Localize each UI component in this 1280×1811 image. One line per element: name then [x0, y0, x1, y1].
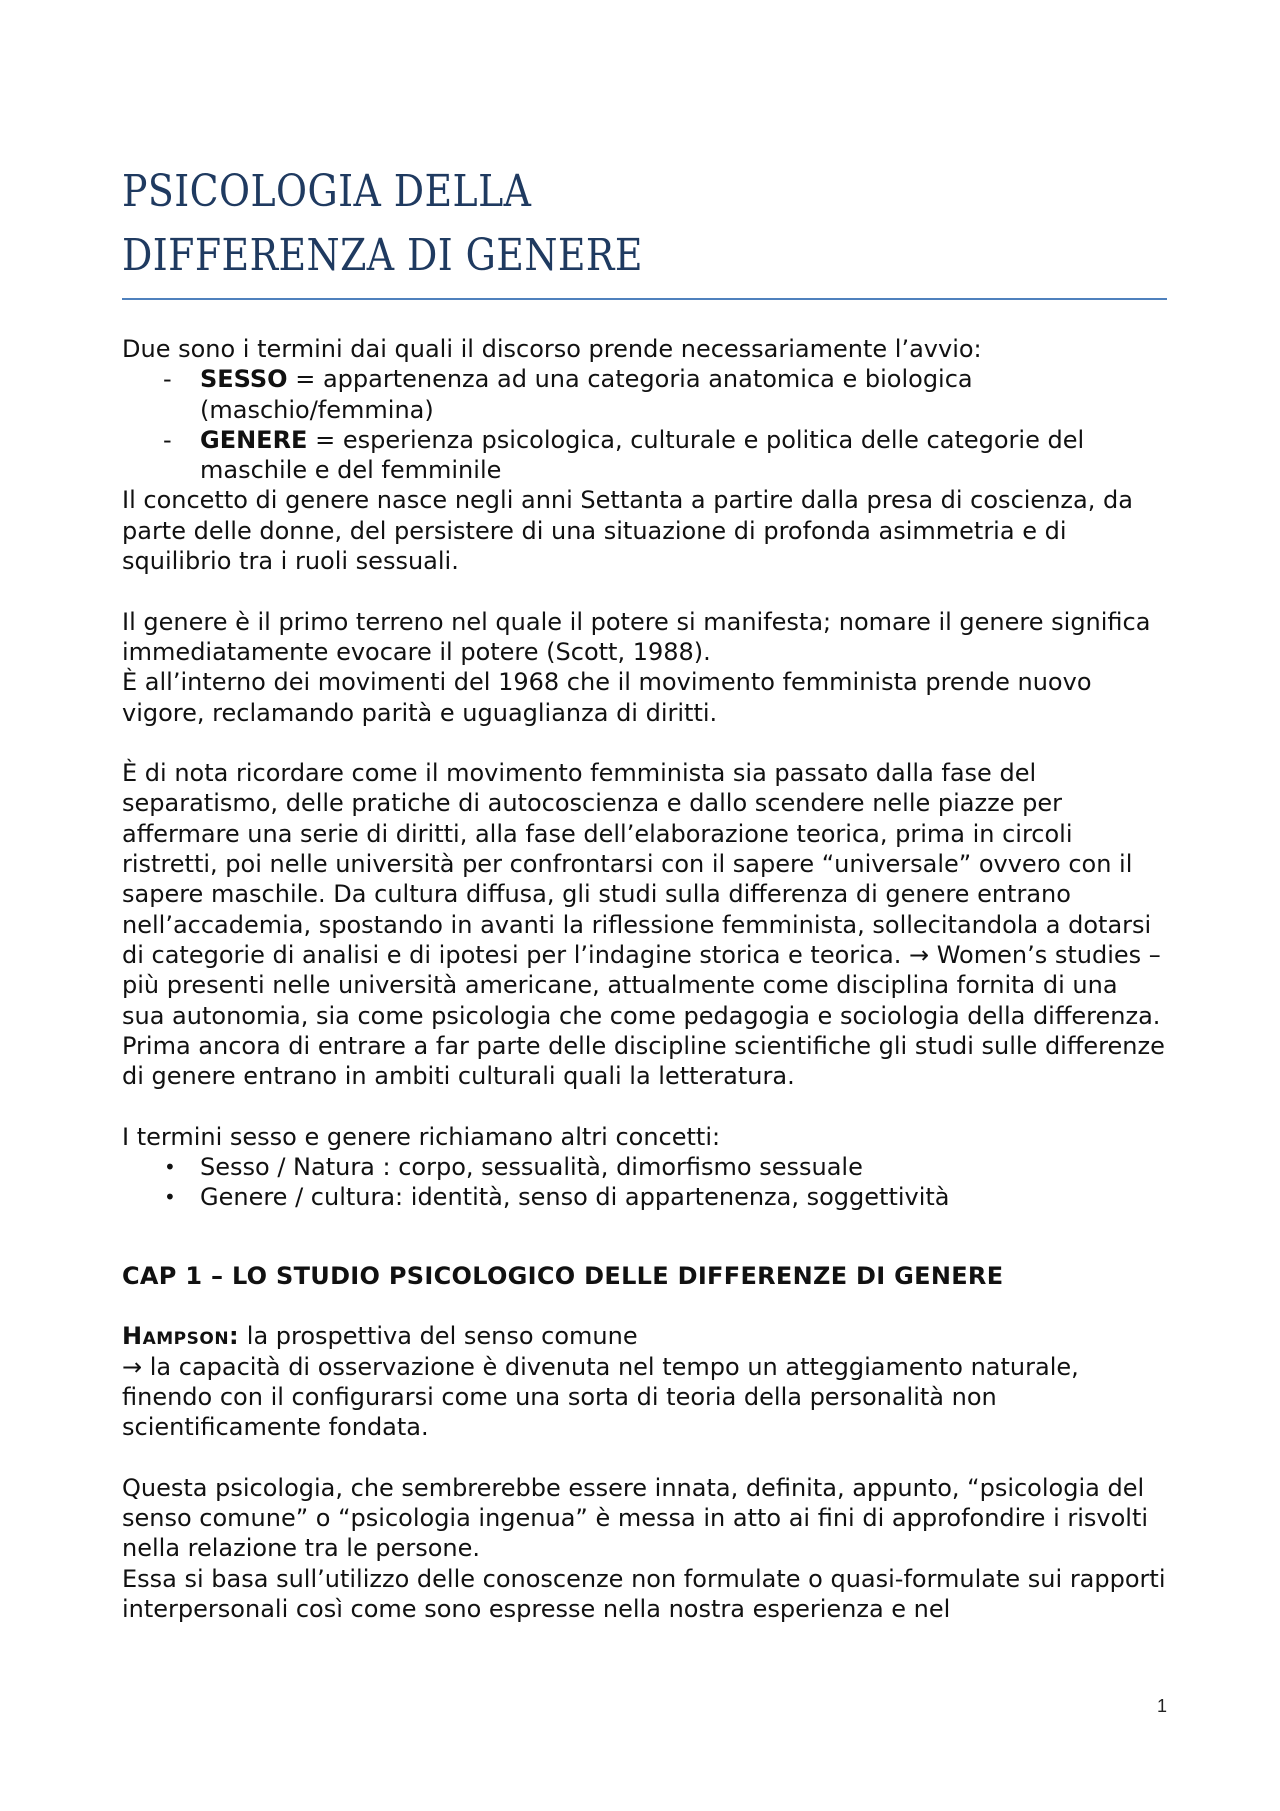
- concept-item-genere: [122, 1182, 1167, 1212]
- paragraph-movimento-femminista: È di nota ricordare come il movimento femminista sia passato dalla fase del separatismo, delle pratiche di autocoscienza e dallo scendere nelle piazze per affermare una serie di diritti, alla fase dell’elaborazione teorica, prima in circoli ristretti, poi nelle università per confrontarsi con il sapere “universale” ovvero con il sapere maschile. Da cultura diffusa, gli studi sulla differenza di genere entrano nell’accademia, spostando in avanti la riflessione femminista, sollecitandola a dotarsi di categorie di analisi e di ipotesi per l’indagine storica e teorica. → Women’s studies – più presenti nelle università americane, attualmente come disciplina fornita di una sua autonomia, sia come psicologia che come pedagogia e sociologia della differenza. Prima ancora di entrare a far parte delle discipline scientifiche gli studi sulle differenze di genere entrano in ambiti culturali quali la letteratura.: [122, 759, 1165, 1091]
- paragraph-capacita-osservazione: → la capacità di osservazione è divenuta nel tempo un atteggiamento naturale, finendo con il configurarsi come una sorta di teoria della personalità non scientificamente fondata.: [122, 1352, 1079, 1442]
- concept-item-sesso: [122, 1152, 1167, 1182]
- concepts-list: [122, 1152, 1167, 1213]
- spacer: [122, 1442, 1167, 1472]
- author-line: [122, 1321, 1167, 1351]
- term-label: GENERE: [200, 425, 308, 454]
- spacer: [122, 728, 1167, 758]
- spacer: [122, 1091, 1167, 1121]
- bullet-marker: •: [164, 1155, 176, 1180]
- author-name: Hampson:: [122, 1322, 240, 1351]
- dash-marker: -: [163, 425, 172, 454]
- term-item-genere: [122, 425, 1167, 486]
- concept-text: Sesso / Natura : corpo, sessualità, dimorfismo sessuale: [200, 1153, 863, 1182]
- concept-text: Genere / cultura: identità, senso di appartenenza, soggettività: [200, 1183, 950, 1212]
- intro-paragraph: Due sono i termini dai quali il discorso prende necessariamente l’avvio:: [122, 335, 982, 363]
- paragraph-psicologia-ingenua: Questa psicologia, che sembrerebbe essere innata, definita, appunto, “psicologia del senso comune” o “psicologia ingenua” è messa in atto ai fini di approfondire i risvolti nella relazione tra le persone.: [122, 1473, 1149, 1563]
- document-title: [122, 160, 1167, 288]
- title-line-1: PSICOLOGIA DELLA: [122, 166, 532, 217]
- spacer: [122, 1213, 1167, 1261]
- page-number: 1: [1157, 1696, 1168, 1716]
- title-line-2: DIFFERENZA DI GENERE: [122, 230, 643, 281]
- paragraph-concetto-genere: Il concetto di genere nasce negli anni Settanta a partire dalla presa di coscienza, da parte delle donne, del persistere di una situazione di profonda asimmetria e di squilibrio tra i ruoli sessuali.: [122, 486, 1133, 576]
- term-item-sesso: [122, 364, 1167, 425]
- chapter-heading: CAP 1 – LO STUDIO PSICOLOGICO DELLE DIFFERENZE DI GENERE: [122, 1261, 1004, 1290]
- spacer: [122, 576, 1167, 606]
- paragraph-genere-potere: Il genere è il primo terreno nel quale il potere si manifesta; nomare il genere significa immediatamente evocare il potere (Scott, 1988).: [122, 607, 1151, 666]
- author-subtitle: la prospettiva del senso comune: [239, 1322, 638, 1351]
- dash-marker: -: [163, 365, 172, 394]
- paragraph-movimenti-1968: È all’interno dei movimenti del 1968 che il movimento femminista prende nuovo vigore, reclamando parità e uguaglianza di diritti.: [122, 668, 1092, 727]
- paragraph-concetti-intro: I termini sesso e genere richiamano altri concetti:: [122, 1122, 721, 1151]
- title-underline: [122, 298, 1167, 300]
- document-page: [122, 160, 1167, 1624]
- paragraph-conoscenze: Essa si basa sull’utilizzo delle conoscenze non formulate o quasi-formulate sui rapporti interpersonali così come sono espresse nella nostra esperienza e nel: [122, 1564, 1166, 1623]
- spacer: [122, 1291, 1167, 1321]
- term-definition: = esperienza psicologica, culturale e politica delle categorie del maschile e del femminile: [200, 425, 1085, 485]
- terms-list: [122, 364, 1167, 485]
- term-definition: = appartenenza ad una categoria anatomica e biologica (maschio/femmina): [200, 365, 973, 424]
- bullet-marker: •: [164, 1185, 176, 1210]
- term-label: SESSO: [200, 365, 288, 394]
